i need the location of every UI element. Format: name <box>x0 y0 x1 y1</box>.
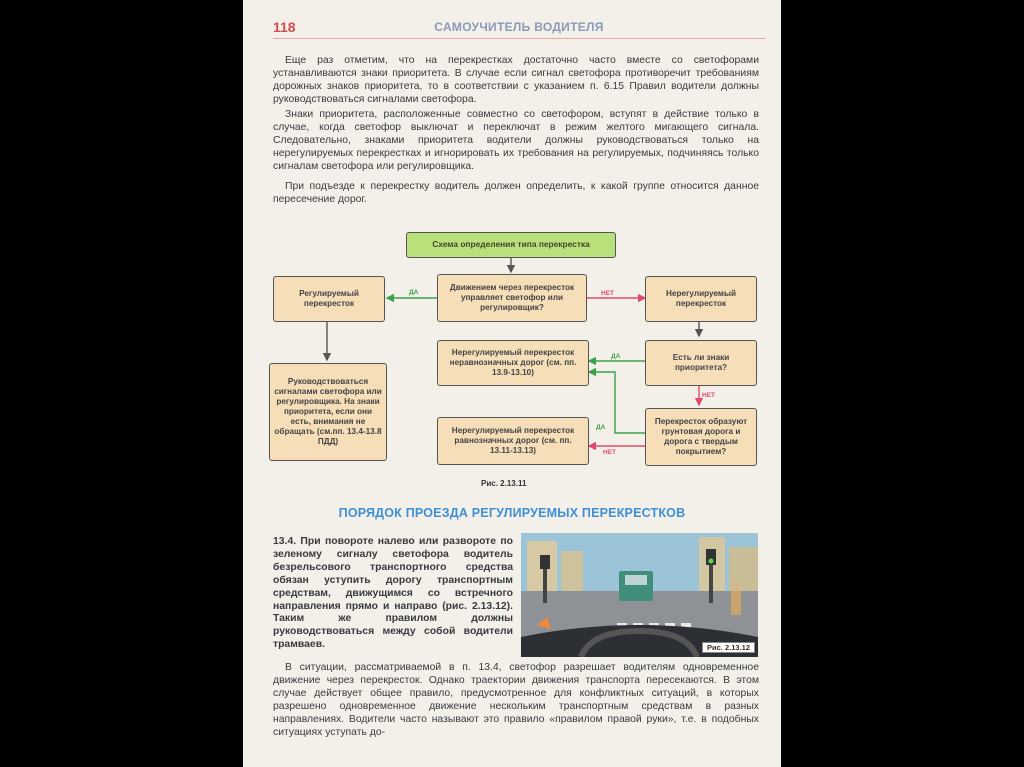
equal-roads-box: Нерегулируемый перекресток равнозначных дорог (см. пп. 13.11-13.13) <box>437 417 589 465</box>
traffic-control-question-box: Движением через перекресток управляет светофор или регулировщик? <box>437 274 587 322</box>
priority-signs-question-box: Есть ли знаки приоритета? <box>645 340 757 386</box>
yes-label-regulated: ДА <box>409 289 419 296</box>
regulated-instruction-box: Руководствоваться сигналами светофора или регулировщика. На знаки приоритета, если они есть, внимания не обращать (см.пп. 13.4-13.8 ПДД) <box>269 363 387 461</box>
rule-13-4: 13.4. При повороте налево или развороте по зеленому сигналу светофора водитель безрельсового транспортного средства обязан уступить дорогу транспортным средствам, движущимся со встречного направления прямо и направо (рис. 2.13.12). Таким же правилом должны руководствоваться между собой водители трамваев. <box>273 536 513 651</box>
intro-paragraph-3: При подъезде к перекрестку водитель должен определить, к какой группе относится данное пересечение дорог. <box>273 181 759 205</box>
section-heading: ПОРЯДОК ПРОЕЗДА РЕГУЛИРУЕМЫХ ПЕРЕКРЕСТКОВ <box>338 506 686 520</box>
intro-paragraph-2: Знаки приоритета, расположенные совместно со светофором, вступят в действие только в случае, когда светофор выключат и переключат в режим желтого мигающего сигнала. Следовательно, знаками приоритета водители должны руководствоваться только на нерегулируемых перекрестках и игнорировать их требования на регулируемых, подчиняясь только сигналам светофора или регулировщика. <box>273 109 759 172</box>
yes-label-signs: ДА <box>611 353 621 360</box>
running-title: САМОУЧИТЕЛЬ ВОДИТЕЛЯ <box>434 20 604 34</box>
page-header <box>273 18 765 39</box>
page-number: 118 <box>273 19 296 35</box>
yes-label-dirt-road: ДА <box>596 424 606 431</box>
intersection-photo <box>521 533 758 657</box>
flowchart-title: Схема определения типа перекрестка <box>406 232 616 258</box>
book-page <box>243 0 781 767</box>
no-label-dirt-road: НЕТ <box>603 449 616 456</box>
closing-paragraph: В ситуации, рассматриваемой в п. 13.4, светофор разрешает водителям одновременное движение через перекресток. Однако траектории движения транспорта пересекаются. В этом случае действует общее правило, предусмотренное для конфликтных ситуаций, в которых разрешено одновременное движение нескольким транспортным средствам в разных направлениях. Водители часто называют это правило «правилом правой руки», т.е. в подобных ситуациях уступать до- <box>273 662 759 738</box>
intro-paragraph-1: Еще раз отметим, что на перекрестках достаточно часто вместе со светофорами устанавливаются знаки приоритета. В случае если сигнал светофора противоречит требованиям дорожных знаков приоритета, то в соответствии с указанием п. 6.15 Правил водители должны руководствоваться сигналами светофора. <box>273 55 759 105</box>
unregulated-intersection-box: Нерегулируемый перекресток <box>645 276 757 322</box>
no-label-unregulated: НЕТ <box>601 290 614 297</box>
unequal-roads-box: Нерегулируемый перекресток неравнозначных дорог (см. пп. 13.9-13.10) <box>437 340 589 386</box>
intersection-illustration <box>521 533 758 657</box>
figure-caption: Рис. 2.13.11 <box>481 479 527 488</box>
photo-caption: Рис. 2.13.12 <box>702 642 755 653</box>
no-label-signs: НЕТ <box>702 392 715 399</box>
regulated-intersection-box: Регулируемый перекресток <box>273 276 385 322</box>
dirt-road-question-box: Перекресток образуют грунтовая дорога и дорога с твердым покрытием? <box>645 408 757 466</box>
